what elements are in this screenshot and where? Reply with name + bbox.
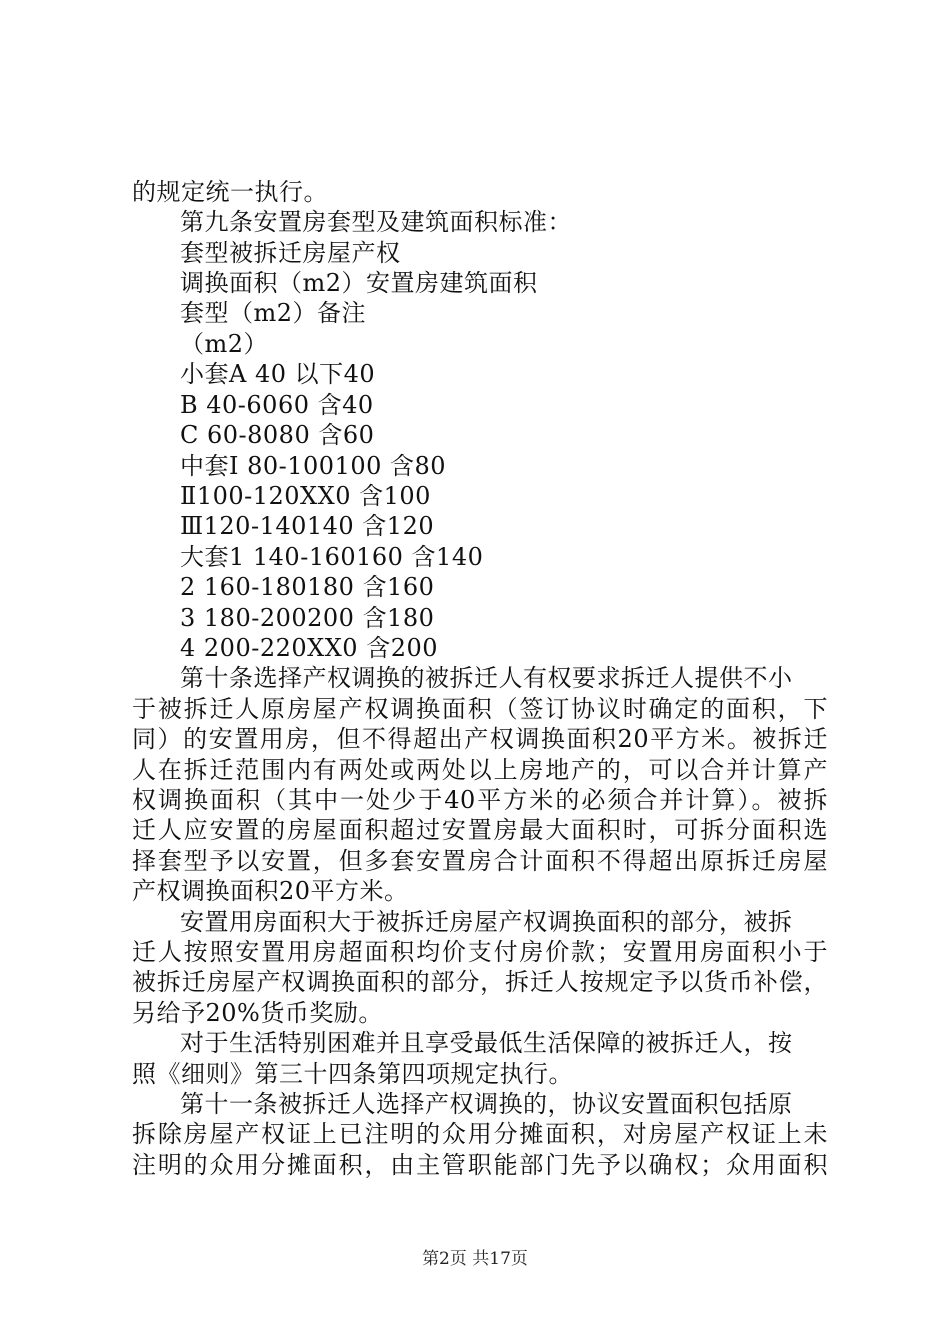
text-line: 第九条安置房套型及建筑面积标准： (180, 208, 572, 236)
text-line: 小套A 40 以下40 (180, 360, 376, 388)
text-line: 人在拆迁范围内有两处或两处以上房地产的，可以合并计算产 (132, 756, 828, 784)
text-line: 权调换面积（其中一处少于40平方米的必须合并计算）。被拆 (132, 786, 828, 814)
text-line: C 60-8080 含60 (180, 421, 375, 449)
text-line: 安置用房面积大于被拆迁房屋产权调换面积的部分，被拆 (180, 908, 793, 936)
text-line: 注明的众用分摊面积，由主管职能部门先予以确权；众用面积 (132, 1151, 828, 1179)
text-line: 调换面积（m2）安置房建筑面积 (180, 269, 538, 297)
text-line: 中套Ⅰ 80-100100 含80 (180, 452, 447, 480)
text-line: 第十一条被拆迁人选择产权调换的，协议安置面积包括原 (180, 1090, 793, 1118)
text-line: 套型被拆迁房屋产权 (180, 239, 401, 267)
text-line: 大套1 140-160160 含140 (180, 543, 484, 571)
text-line: 被拆迁房屋产权调换面积的部分，拆迁人按规定予以货币补偿， (132, 968, 828, 996)
text-line: 照《细则》第三十四条第四项规定执行。 (132, 1060, 573, 1088)
text-line: 同）的安置用房，但不得超出产权调换面积20平方米。被拆迁 (132, 725, 828, 753)
text-line: 择套型予以安置，但多套安置房合计面积不得超出原拆迁房屋 (132, 847, 828, 875)
text-line: 另给予20%货币奖励。 (132, 999, 383, 1027)
text-line: 4 200-220XX0 含200 (180, 634, 439, 662)
text-line: Ⅱ100-120XX0 含100 (180, 482, 431, 510)
text-line: 2 160-180180 含160 (180, 573, 435, 601)
text-line: 对于生活特别困难并且享受最低生活保障的被拆迁人，按 (180, 1029, 793, 1057)
text-line: 迁人应安置的房屋面积超过安置房最大面积时，可拆分面积选 (132, 816, 828, 844)
text-line: 产权调换面积20平方米。 (132, 877, 409, 905)
text-line: B 40-6060 含40 (180, 391, 374, 419)
text-line: 于被拆迁人原房屋产权调换面积（签订协议时确定的面积，下 (132, 695, 828, 723)
text-line: 第十条选择产权调换的被拆迁人有权要求拆迁人提供不小 (180, 664, 793, 692)
text-line: 拆除房屋产权证上已注明的众用分摊面积，对房屋产权证上未 (132, 1120, 828, 1148)
text-line: 3 180-200200 含180 (180, 604, 435, 632)
text-line: Ⅲ120-140140 含120 (180, 512, 435, 540)
text-line: 迁人按照安置用房超面积均价支付房价款；安置用房面积小于 (132, 938, 828, 966)
page-footer: 第2页 共17页 (422, 1249, 528, 1269)
text-line: 的规定统一执行。 (132, 178, 328, 206)
text-line: 套型（m2）备注 (180, 299, 367, 327)
text-line: （m2） (180, 330, 269, 358)
